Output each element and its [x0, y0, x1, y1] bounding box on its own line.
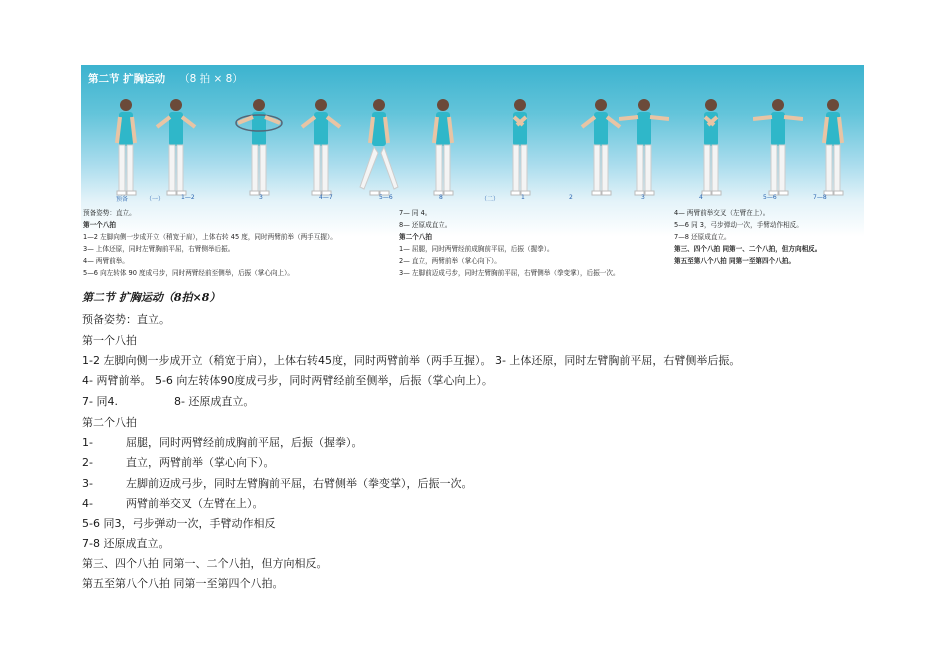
caption-line: 4— 两臂前举。	[83, 257, 129, 265]
instruction-line	[82, 558, 328, 569]
figure-label: （二）	[481, 196, 500, 203]
athlete-figure	[753, 95, 803, 225]
section-heading: 第二节 扩胸运动（8拍×8）	[82, 291, 221, 304]
instruction-line	[82, 578, 284, 589]
caption-line: 第二个八拍	[399, 233, 432, 241]
figure-label: 5—6	[379, 194, 393, 201]
line-text: 2-	[82, 456, 93, 469]
figure-label: 8	[439, 194, 443, 201]
caption-line: 4— 两臂前举交叉（左臂在上）。	[674, 209, 770, 217]
line-text: 第三、四个八拍 同第一、二个八拍，但方向相反。	[82, 557, 328, 570]
instruction-line	[82, 417, 137, 428]
athlete-figure	[686, 95, 736, 225]
athlete-figure	[495, 95, 545, 225]
instruction-line	[82, 437, 363, 448]
instruction-line	[82, 538, 169, 549]
line-text: 7-8 还原成直立。	[82, 537, 170, 550]
athlete-figure	[234, 95, 284, 225]
panel-title-text: 第二节 扩胸运动	[88, 73, 166, 85]
figure-label: 4—7	[319, 194, 333, 201]
line-detail: 屈腿，同时两臂经前成胸前平屈，后振（握拳）。	[126, 436, 363, 449]
panel-title	[88, 71, 243, 86]
athlete-figure	[418, 95, 468, 225]
caption-line: 1—2 左脚向侧一步成开立（稍宽于肩），上体右转 45 度，同时两臂前举（两手互握）。	[83, 233, 337, 241]
caption-line: 7—8 还原成直立。	[674, 233, 731, 241]
instruction-line	[82, 478, 473, 489]
athlete-figure	[151, 95, 201, 225]
caption-line: 第三、四个八拍 同第一、二个八拍，但方向相反。	[674, 245, 822, 253]
line-detail: 直立，两臂前举（掌心向下）。	[126, 456, 275, 469]
athlete-figure	[101, 95, 151, 225]
caption-line: 3— 左脚前迈成弓步，同时左臂胸前平屈，右臂侧举（拳变掌），后振一次。	[399, 269, 620, 277]
caption-line: 7— 同 4。	[399, 209, 432, 217]
instruction-line	[82, 518, 275, 529]
line-text: 4- 两臂前举。 5-6 向左转体90度成弓步，同时两臂经前至侧举，后振（掌心向上）。	[82, 374, 493, 387]
line-text: 1-	[82, 436, 93, 449]
instruction-line	[82, 314, 170, 325]
line-text: 预备姿势：直立。	[82, 313, 170, 326]
figure-label: 3	[259, 194, 263, 201]
exercise-illustration-panel	[81, 65, 864, 285]
caption-line: 第五至第八个八拍 同第一至第四个八拍。	[674, 257, 795, 265]
caption-line: 第一个八拍	[83, 221, 116, 229]
figure-label: 7—8	[813, 194, 827, 201]
line-text: 7- 同4.	[82, 395, 118, 408]
line-text: 5-6 同3，弓步弹动一次，手臂动作相反	[82, 517, 276, 530]
figure-label: 5—6	[763, 194, 777, 201]
line-detail: 两臂前举交叉（左臂在上）。	[126, 497, 264, 510]
line-text: 第五至第八个八拍 同第一至第四个八拍。	[82, 577, 284, 590]
caption-line: 5—6 向左转体 90 度成弓步，同时两臂经前至侧举，后振（掌心向上）。	[83, 269, 294, 277]
line-text: 1-2 左脚向侧一步成开立（稍宽于肩），上体右转45度，同时两臂前举（两手互握）。 3- 上体还原，同时左臂胸前平屈，右臂侧举后振。	[82, 354, 741, 367]
instruction-line	[82, 375, 493, 386]
line-text: 3-	[82, 477, 93, 490]
panel-title-beats: （8 拍 × 8）	[179, 73, 243, 85]
line-text: 第二个八拍	[82, 416, 137, 429]
instruction-line	[82, 498, 264, 509]
athlete-figure	[619, 95, 669, 225]
figure-label: 1—2	[181, 194, 195, 201]
figure-label: 2	[569, 194, 573, 201]
instruction-line	[82, 396, 254, 407]
caption-line: 8— 还原成直立。	[399, 221, 452, 229]
athlete-figure	[296, 95, 346, 225]
line-text: 4-	[82, 497, 93, 510]
figure-label: （一）	[146, 196, 165, 203]
caption-line: 2— 直立，两臂前举（掌心向下）。	[399, 257, 501, 265]
instruction-line	[82, 355, 740, 366]
figure-label: 3	[641, 194, 645, 201]
figure-label: 4	[699, 194, 703, 201]
figure-label: 1	[521, 194, 525, 201]
athlete-figure	[354, 95, 404, 225]
instruction-line	[82, 335, 137, 346]
caption-line: 5—6 同 3，弓步弹动一次，手臂动作相反。	[674, 221, 803, 229]
figure-label: 预备	[116, 196, 129, 203]
caption-line: 预备姿势：直立。	[83, 209, 136, 217]
line-text: 第一个八拍	[82, 334, 137, 347]
line-detail: 左脚前迈成弓步，同时左臂胸前平屈，右臂侧举（拳变掌），后振一次。	[126, 477, 473, 490]
caption-line: 1— 屈腿，同时两臂经前成胸前平屈，后振（握拳）。	[399, 245, 554, 253]
caption-line: 3— 上体还原，同时左臂胸前平屈，右臂侧举后振。	[83, 245, 235, 253]
line-detail: 8- 还原成直立。	[173, 395, 255, 408]
athlete-figure	[808, 95, 858, 225]
instruction-line	[82, 457, 275, 468]
